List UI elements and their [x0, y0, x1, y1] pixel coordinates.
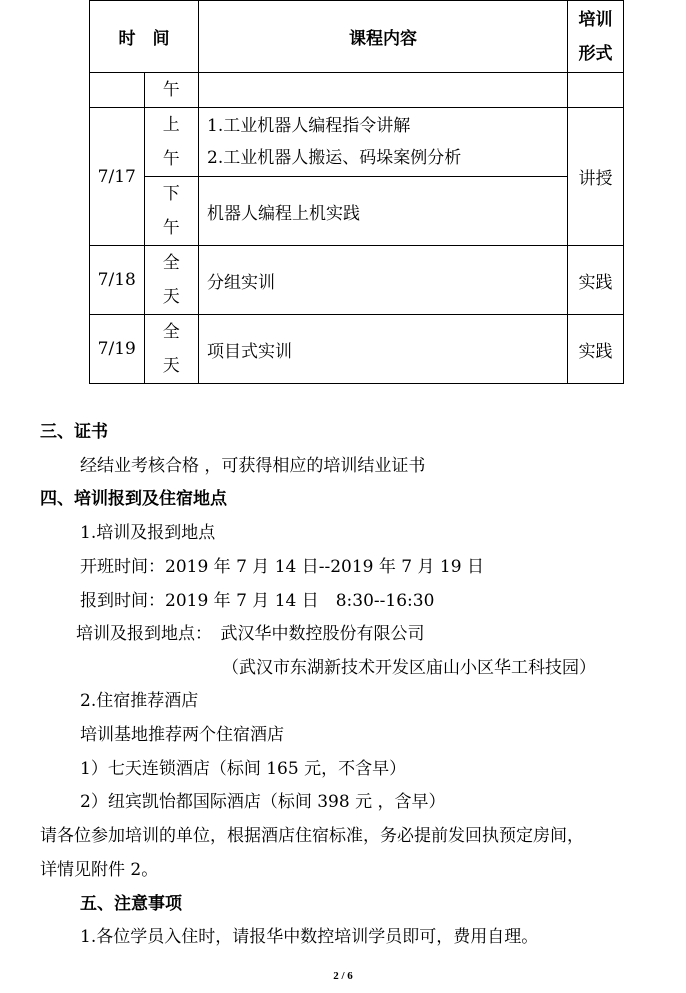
form-cell-719: 实践 [568, 315, 624, 384]
training-location-title: 1.培训及报到地点 [80, 523, 216, 543]
section3-heading: 三、证书 [40, 422, 108, 442]
training-address: （武汉市东湖新技术开发区庙山小区华工科技园） [222, 658, 596, 678]
notice-item-1: 1.各位学员入住时，请报华中数控培训学员即可，费用自理。 [80, 927, 539, 947]
half-label-char: 上 [162, 115, 180, 135]
hotels-intro: 培训基地推荐两个住宿酒店 [80, 725, 284, 745]
table-row-719 [90, 315, 624, 384]
section3-text: 经结业考核合格 ，可获得相应的培训结业证书 [80, 456, 426, 476]
carryover-content-cell [199, 73, 568, 108]
table-row-carryover [90, 73, 624, 108]
content-cell-717-am [199, 108, 568, 177]
header-form-line2: 形式 [578, 43, 613, 64]
table-row-717-am [90, 108, 624, 177]
booking-notice-line1: 请各位参加培训的单位，根据酒店住宿标准，务必提前发回执预定房间， [40, 826, 584, 846]
date-cell-719: 7/19 [90, 315, 145, 384]
table-header-row [90, 1, 624, 73]
table-row-717-pm [90, 177, 624, 246]
section5-heading: 五、注意事项 [80, 894, 182, 914]
half-label-char: 午 [162, 218, 180, 238]
content-cell-719: 项目式实训 [199, 315, 568, 384]
carryover-form-cell [568, 73, 624, 108]
table-row-718 [90, 246, 624, 315]
half-label-char: 全 [162, 253, 180, 273]
header-form-line1: 培训 [578, 9, 613, 30]
class-time: 开班时间：2019 年 7 月 14 日--2019 年 7 月 19 日 [80, 557, 484, 577]
half-cell-717-am [144, 108, 199, 177]
half-label-char: 天 [162, 287, 180, 307]
hotel-item-1: 1）七天连锁酒店（标间 165 元，不含早） [80, 759, 407, 779]
date-cell-717: 7/17 [90, 108, 145, 246]
content-cell-717-pm: 机器人编程上机实践 [199, 177, 568, 246]
hotel-section-title: 2.住宿推荐酒店 [80, 691, 199, 711]
form-cell-717: 讲授 [568, 108, 624, 246]
page-number: 2 / 6 [333, 970, 353, 982]
schedule-table [89, 0, 624, 384]
date-cell-718: 7/18 [90, 246, 145, 315]
content-cell-718: 分组实训 [199, 246, 568, 315]
header-time: 时 间 [90, 1, 199, 73]
hotel-item-2: 2）纽宾凯怡都国际酒店（标间 398 元 ，含早） [80, 792, 446, 812]
content-line: 1.工业机器人编程指令讲解 [207, 116, 411, 136]
header-form [568, 1, 624, 73]
checkin-time: 报到时间：2019 年 7 月 14 日 8:30--16:30 [80, 591, 435, 611]
half-cell-718 [144, 246, 199, 315]
half-cell-719 [144, 315, 199, 384]
header-content: 课程内容 [199, 1, 568, 73]
content-line: 2.工业机器人搬运、码垛案例分析 [207, 148, 462, 168]
section4-heading: 四、培训报到及住宿地点 [40, 489, 227, 509]
carryover-date-cell [90, 73, 145, 108]
half-label-char: 午 [162, 149, 180, 169]
form-cell-718: 实践 [568, 246, 624, 315]
half-label-char: 下 [162, 184, 180, 204]
half-label-char: 全 [162, 322, 180, 342]
training-location: 培训及报到地点： 武汉华中数控股份有限公司 [76, 624, 425, 644]
carryover-half-cell: 午 [144, 73, 199, 108]
booking-notice-line2: 详情见附件 2。 [40, 860, 159, 880]
half-label-char: 天 [162, 356, 180, 376]
half-cell-717-pm [144, 177, 199, 246]
